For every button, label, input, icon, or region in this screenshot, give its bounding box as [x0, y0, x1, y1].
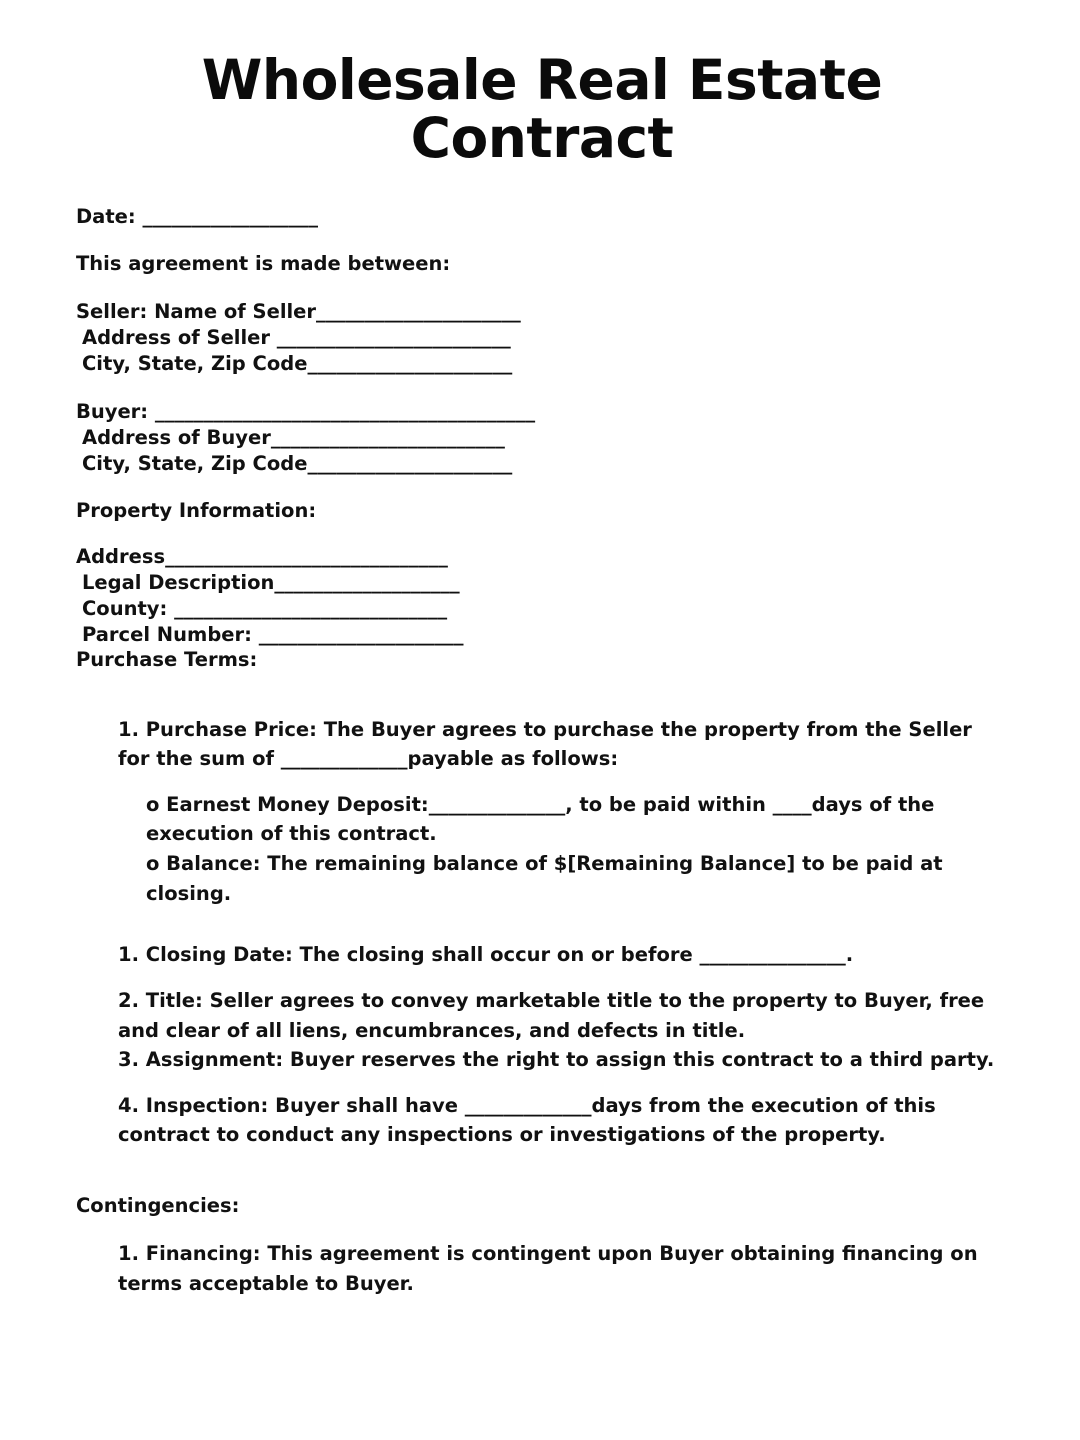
spacer — [76, 1217, 1008, 1239]
date-field-line[interactable]: Date: __________________ — [76, 204, 318, 228]
spacer — [76, 377, 1008, 399]
seller-city-state-zip-line[interactable]: City, State, Zip Code_____________________ — [82, 352, 513, 376]
buyer-name-line[interactable]: Buyer: _______________________________________ — [76, 400, 536, 424]
purchase-terms-heading: Purchase Terms: — [76, 647, 258, 671]
spacer — [76, 1150, 1008, 1194]
buyer-address-line[interactable]: Address of Buyer________________________ — [82, 426, 505, 450]
spacer — [76, 774, 1008, 790]
property-legal-description-line[interactable]: Legal Description___________________ — [82, 570, 460, 594]
spacer — [76, 522, 1008, 544]
buyer-city-state-zip-line[interactable]: City, State, Zip Code_____________________ — [82, 451, 513, 475]
purchase-term-price: 1. Purchase Price: The Buyer agrees to purchase the property from the Seller for the sum of _____________payable as follows: — [118, 717, 972, 771]
contingencies-heading: Contingencies: — [76, 1194, 240, 1218]
spacer — [76, 477, 1008, 499]
spacer — [76, 908, 1008, 940]
spacer — [76, 970, 1008, 986]
purchase-term-closing-date: 1. Closing Date: The closing shall occur on or before _______________. — [118, 943, 854, 967]
spacer — [76, 229, 1008, 251]
agreement-intro: This agreement is made between: — [76, 252, 451, 276]
page-title: Wholesale Real Estate Contract — [201, 48, 883, 170]
purchase-term-title: 2. Title: Seller agrees to convey marketable title to the property to Buyer, free and clear of all liens, encumbrances, and defects in title. — [118, 988, 985, 1042]
property-address-line[interactable]: Address_____________________________ — [76, 544, 448, 568]
spacer — [76, 277, 1008, 299]
spacer — [76, 671, 1008, 715]
property-parcel-number-line[interactable]: Parcel Number: _____________________ — [82, 622, 464, 646]
purchase-term-earnest-money: o Earnest Money Deposit:______________, to be paid within ____days of the execution of this contract. — [146, 792, 935, 846]
seller-name-line[interactable]: Seller: Name of Seller_____________________ — [76, 300, 521, 324]
spacer — [76, 1075, 1008, 1091]
property-county-line[interactable]: County: ____________________________ — [82, 596, 448, 620]
purchase-term-assignment: 3. Assignment: Buyer reserves the right to assign this contract to a third party. — [118, 1048, 995, 1072]
purchase-term-inspection: 4. Inspection: Buyer shall have _____________days from the execution of this contract to conduct any inspections or investigations of the property. — [118, 1093, 936, 1147]
seller-address-line[interactable]: Address of Seller ________________________ — [82, 326, 511, 350]
property-information-heading: Property Information: — [76, 498, 317, 522]
purchase-term-balance: o Balance: The remaining balance of $[Remaining Balance] to be paid at closing. — [146, 852, 943, 905]
contingency-financing: 1. Financing: This agreement is contingent upon Buyer obtaining financing on terms acceptable to Buyer. — [118, 1242, 978, 1295]
